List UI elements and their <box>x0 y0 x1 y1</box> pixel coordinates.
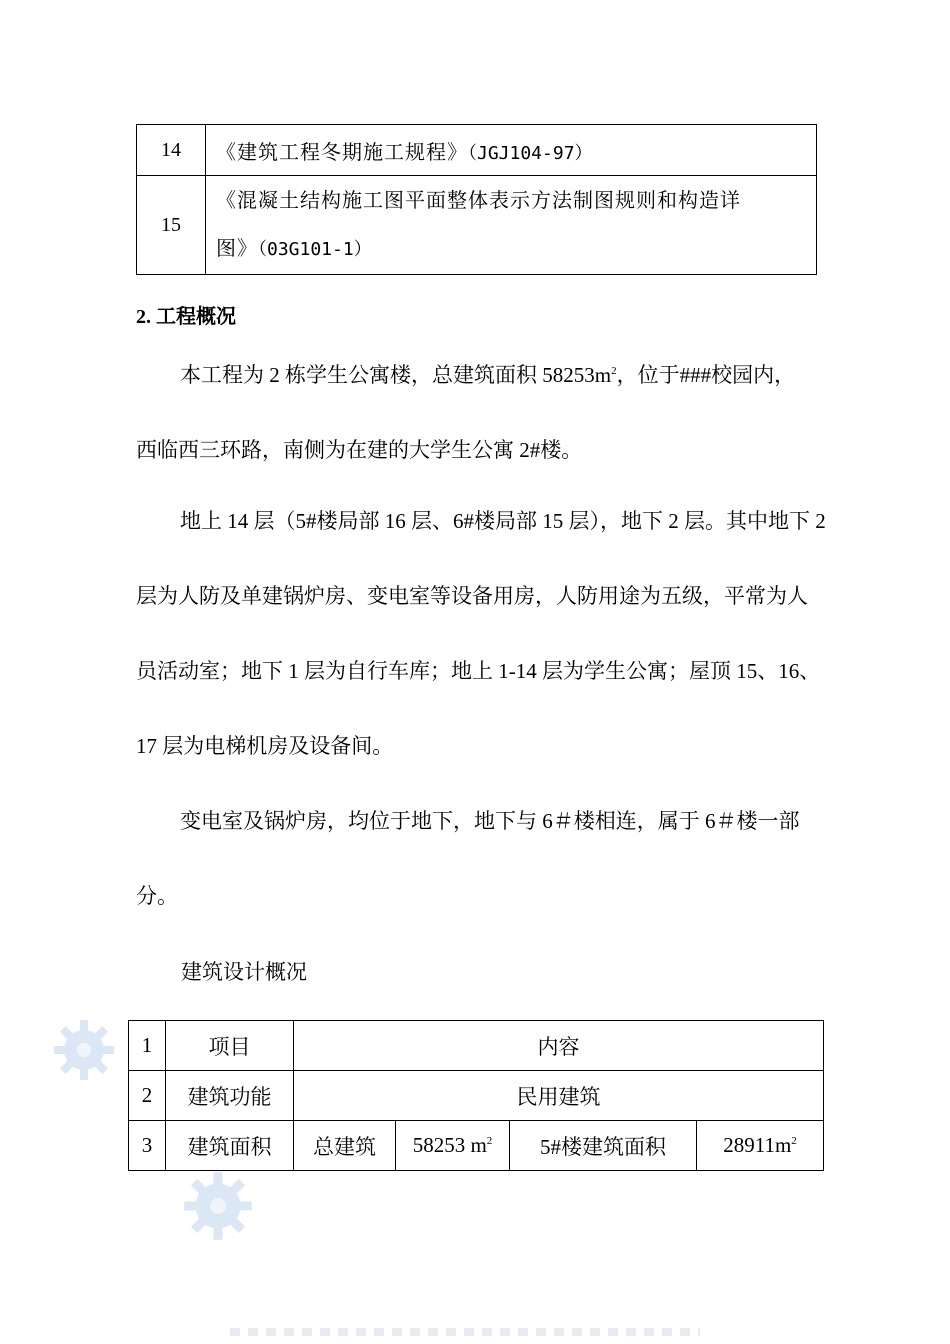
paragraph-overview: 本工程为 2 栋学生公寓楼，总建筑面积 $58253m^2$，位于###校园内， 西临西三环路，南侧为在建的大学生公寓 2#楼。 <box>136 363 796 462</box>
row-number: 14 <box>137 125 206 176</box>
section-heading: 2. 工程概况 <box>136 306 236 328</box>
table-row <box>129 1121 824 1171</box>
table-row <box>137 176 817 275</box>
snowflake-watermark-icon <box>52 1018 116 1082</box>
paragraph-substation: 变电室及锅炉房，均位于地下，地下与 6＃楼相连，属于 6＃楼一部分。 <box>136 809 800 908</box>
snowflake-watermark-icon <box>182 1170 254 1242</box>
reference-standards-table <box>136 124 817 275</box>
cell-item: 建筑面积 <box>166 1121 294 1171</box>
cell-item: 建筑功能 <box>166 1071 294 1121</box>
table-row <box>129 1021 824 1071</box>
standard-title: 《建筑工程冬期施工规程》（JGJ104-97） <box>206 125 817 176</box>
row-number: 1 <box>129 1021 166 1071</box>
cell-item: 项目 <box>166 1021 294 1071</box>
paragraph-floors: 地上 14 层（5#楼局部 16 层、6#楼局部 15 层），地下 2 层。其中地下 2 层为人防及单建锅炉房、变电室等设备用房，人防用途为五级，平常为人员活动室；地下 1 层为自行车库；地上 1-14 层为学生公寓；屋顶 15、16、17 层为电梯机房及设备间。 <box>136 509 826 758</box>
cell-content: 民用建筑 <box>294 1071 824 1121</box>
cell-value: $28911m^2$ <box>697 1121 824 1171</box>
subheading: 建筑设计概况 <box>181 960 307 984</box>
cell-label: 总建筑 <box>294 1121 396 1171</box>
cell-content: 内容 <box>294 1021 824 1071</box>
standard-title: 《混凝土结构施工图平面整体表示方法制图规则和构造详 图》（03G101-1） <box>206 176 817 275</box>
row-number: 15 <box>137 176 206 275</box>
table-row <box>137 125 817 176</box>
table-row <box>129 1071 824 1121</box>
cell-value: 58253 $m^2$ <box>396 1121 510 1171</box>
row-number: 3 <box>129 1121 166 1171</box>
design-overview-table <box>128 1020 824 1171</box>
cell-label: 5#楼建筑面积 <box>510 1121 697 1171</box>
footer-watermark <box>230 1328 700 1336</box>
row-number: 2 <box>129 1071 166 1121</box>
